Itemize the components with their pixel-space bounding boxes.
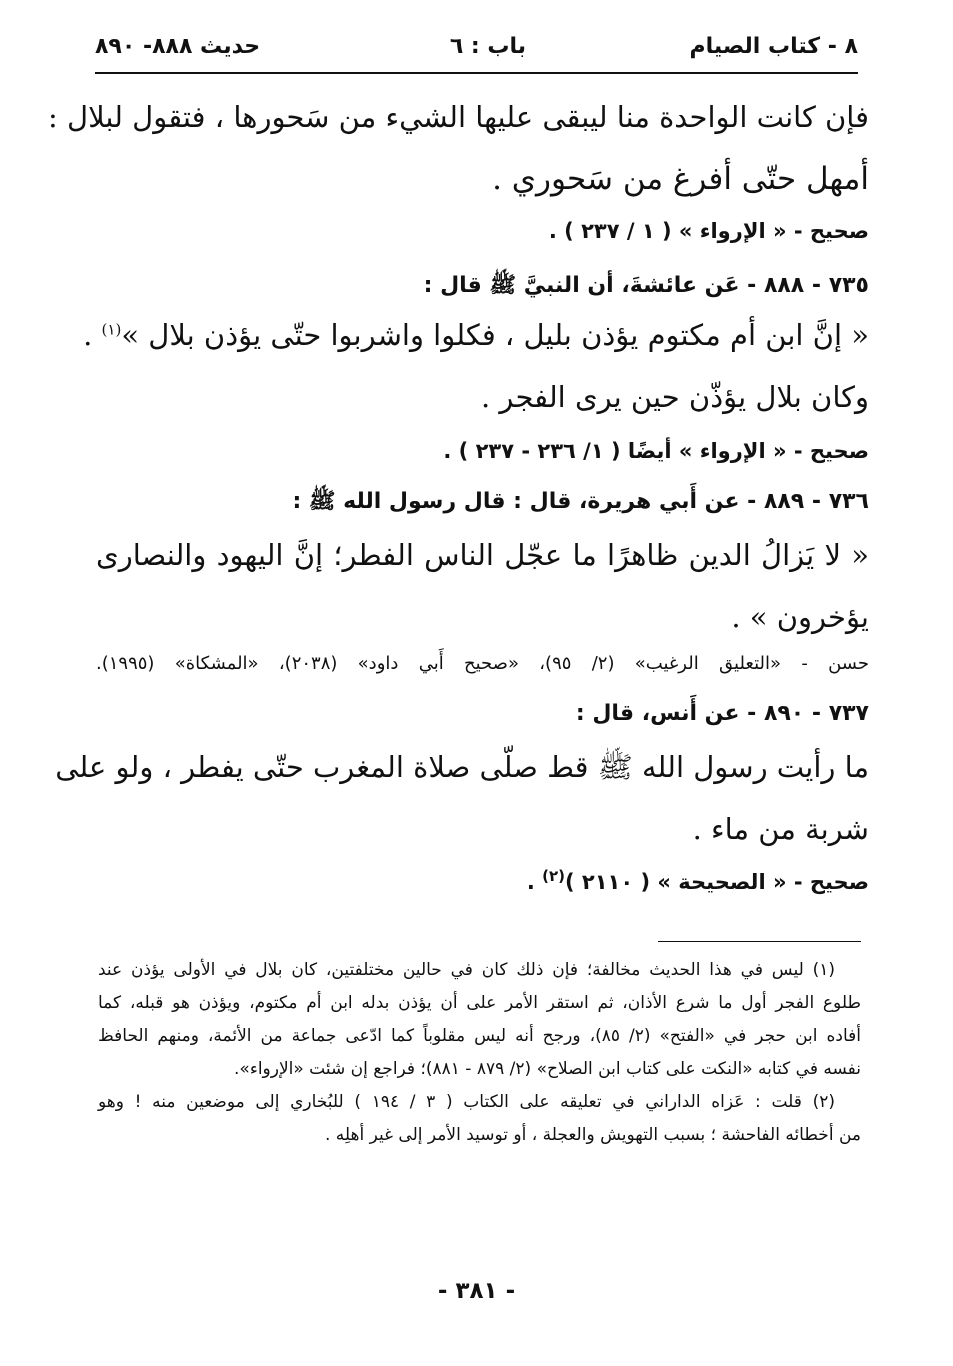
header-book-title: ٨ - كتاب الصيام [689, 34, 858, 59]
footnote-line: نفسه في كتابه «النكت على كتاب ابن الصلاح» (٢/ ٨٧٩ - ٨٨١)؛ فراجع إن شئت «الإرواء». [234, 1059, 861, 1079]
footnote-line: (١) ليس في هذا الحديث مخالفة؛ فإن ذلك كان في حالين مختلفتين، كان بلال في الأولى يؤذن عند [98, 960, 835, 980]
header-divider [95, 72, 858, 74]
footnote-line: طلوع الفجر أول ما شرع الأذان، ثم استقر الأمر على أن يؤذن بدله ابن أم مكتوم، ويؤذن هو قبله، كما [98, 993, 861, 1013]
header-chapter: باب : ٦ [449, 34, 526, 59]
hadith-heading: ٧٣٦ - ٨٨٩ - عن أَبي هريرة، قال : قال رسول الله ﷺ : [292, 489, 869, 514]
hadith-text: « لا يَزالُ الدين ظاهرًا ما عجّل الناس الفطر؛ إنَّ اليهود والنصارى [96, 538, 869, 572]
footnote-divider [658, 941, 861, 942]
hadith-heading: ٧٣٥ - ٨٨٨ - عَن عائشةَ، أن النبيَّ ﷺ قال : [423, 273, 869, 298]
page-number: - ٣٨١ - [437, 1278, 516, 1304]
hadith-text [83, 318, 869, 382]
grading-line: حسن - «التعليق الرغيب» (٢/ ٩٥)، «صحيح أَبي داود» (٢٠٣٨)، «المشكاة» (١٩٩٥). [96, 653, 869, 674]
hadith-text-end: . [83, 318, 102, 352]
main-text [48, 100, 869, 912]
hadith-text: ما رأيت رسول الله ﷺ قط صلّى صلاة المغرب حتّى يفطر ، ولو على [55, 750, 869, 784]
hadith-text-body: « إنَّ ابن أم مكتوم يؤذن بليل ، فكلوا واشربوا حتّى يؤذن بلال » [121, 318, 869, 352]
footnote-marker: (١) [101, 320, 122, 339]
footnotes [98, 960, 861, 1158]
footnote-line: (٢) قلت : عَزاه الداراني في تعليقه على الكتاب ( ٣ / ١٩٤ ) للبُخاري إلى موضعين منه ! وهو [98, 1092, 835, 1112]
running-header [95, 26, 858, 68]
footnote-marker: (٢) [542, 867, 565, 885]
hadith-text: شربة من ماء . [692, 812, 869, 846]
grading-text: صحيح - « الصحيحة » ( ٢١١٠ ) [564, 870, 869, 894]
text-line: وكان بلال يؤذّن حين يرى الفجر . [481, 380, 869, 414]
hadith-heading: ٧٣٧ - ٨٩٠ - عن أَنس، قال : [575, 701, 869, 726]
text-line: أمهل حتّى أفرغ من سَحوري . [492, 161, 869, 197]
grading-line [96, 868, 869, 912]
hadith-text: يؤخرون » . [731, 600, 869, 634]
grading-line: صحيح - « الإرواء » أيضًا ( ١/ ٢٣٦ - ٢٣٧ ) . [443, 439, 869, 463]
header-hadith-range: حديث ٨٨٨- ٨٩٠ [95, 34, 261, 59]
footnote-line: أفاده ابن حجر في «الفتح» (٢/ ٨٥)، ورجح أنه ليس مقلوباً كما ادّعى جماعة من الأئمة، ومنهم الحافظ [98, 1026, 861, 1046]
grading-line: صحيح - « الإرواء » ( ١ / ٢٣٧ ) . [548, 219, 869, 243]
text-line: فإن كانت الواحدة منا ليبقى عليها الشيء من سَحورها ، فتقول لبلال : [48, 100, 869, 134]
footnote-line: من أخطائه الفاحشة ؛ بسبب التهويش والعجلة ، أو توسيد الأمر إلى غير أهلِه . [324, 1125, 861, 1145]
grading-end: . [526, 870, 543, 894]
